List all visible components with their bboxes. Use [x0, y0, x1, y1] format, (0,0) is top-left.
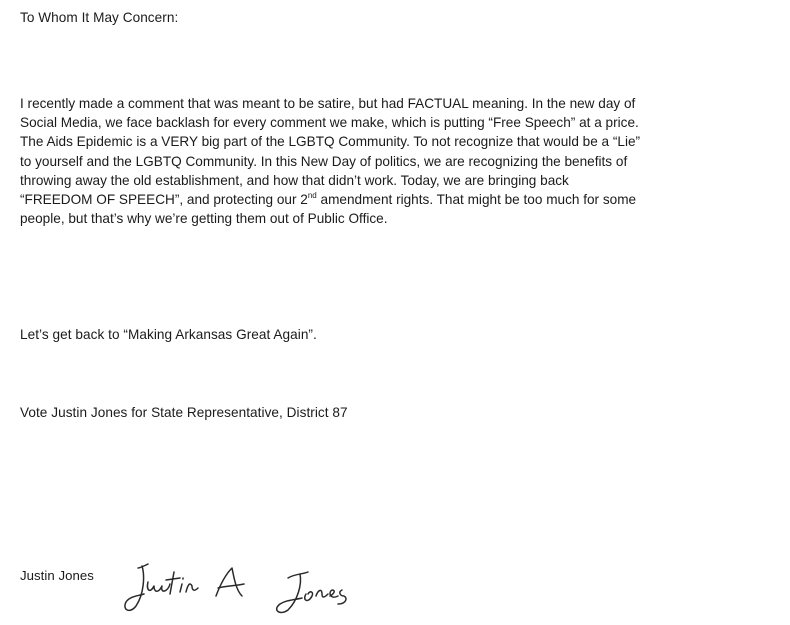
vote-line: Vote Justin Jones for State Representative, District 87 [20, 405, 348, 420]
body-line: throwing away the old establishment, and how that didn’t work. Today, we are bringing back [20, 172, 569, 188]
body-line: people, but that’s why we’re getting them out of Public Office. [20, 211, 388, 227]
body-line [20, 190, 640, 209]
body-line-text: “FREEDOM OF SPEECH”, and protecting our 2 [20, 192, 308, 208]
handwritten-signature [118, 550, 388, 620]
body-line: Social Media, we face backlash for every comment we make, which is putting “Free Speech” at a price. [20, 115, 639, 131]
letter-body-paragraph [20, 94, 640, 228]
letter-greeting: To Whom It May Concern: [20, 10, 179, 25]
body-line-text: amendment rights. That might be too much for some [316, 192, 637, 208]
signer-name: Justin Jones [20, 568, 94, 583]
body-line: The Aids Epidemic is a VERY big part of the LGBTQ Community. To not recognize that would be a “Lie” [20, 134, 641, 150]
body-line: to yourself and the LGBTQ Community. In this New Day of politics, we are recognizing the benefits of [20, 153, 628, 169]
closing-line: Let’s get back to “Making Arkansas Great Again”. [20, 327, 317, 342]
body-line: I recently made a comment that was meant to be satire, but had FACTUAL meaning. In the new day of [20, 96, 636, 111]
ordinal-superscript: nd [307, 191, 317, 201]
